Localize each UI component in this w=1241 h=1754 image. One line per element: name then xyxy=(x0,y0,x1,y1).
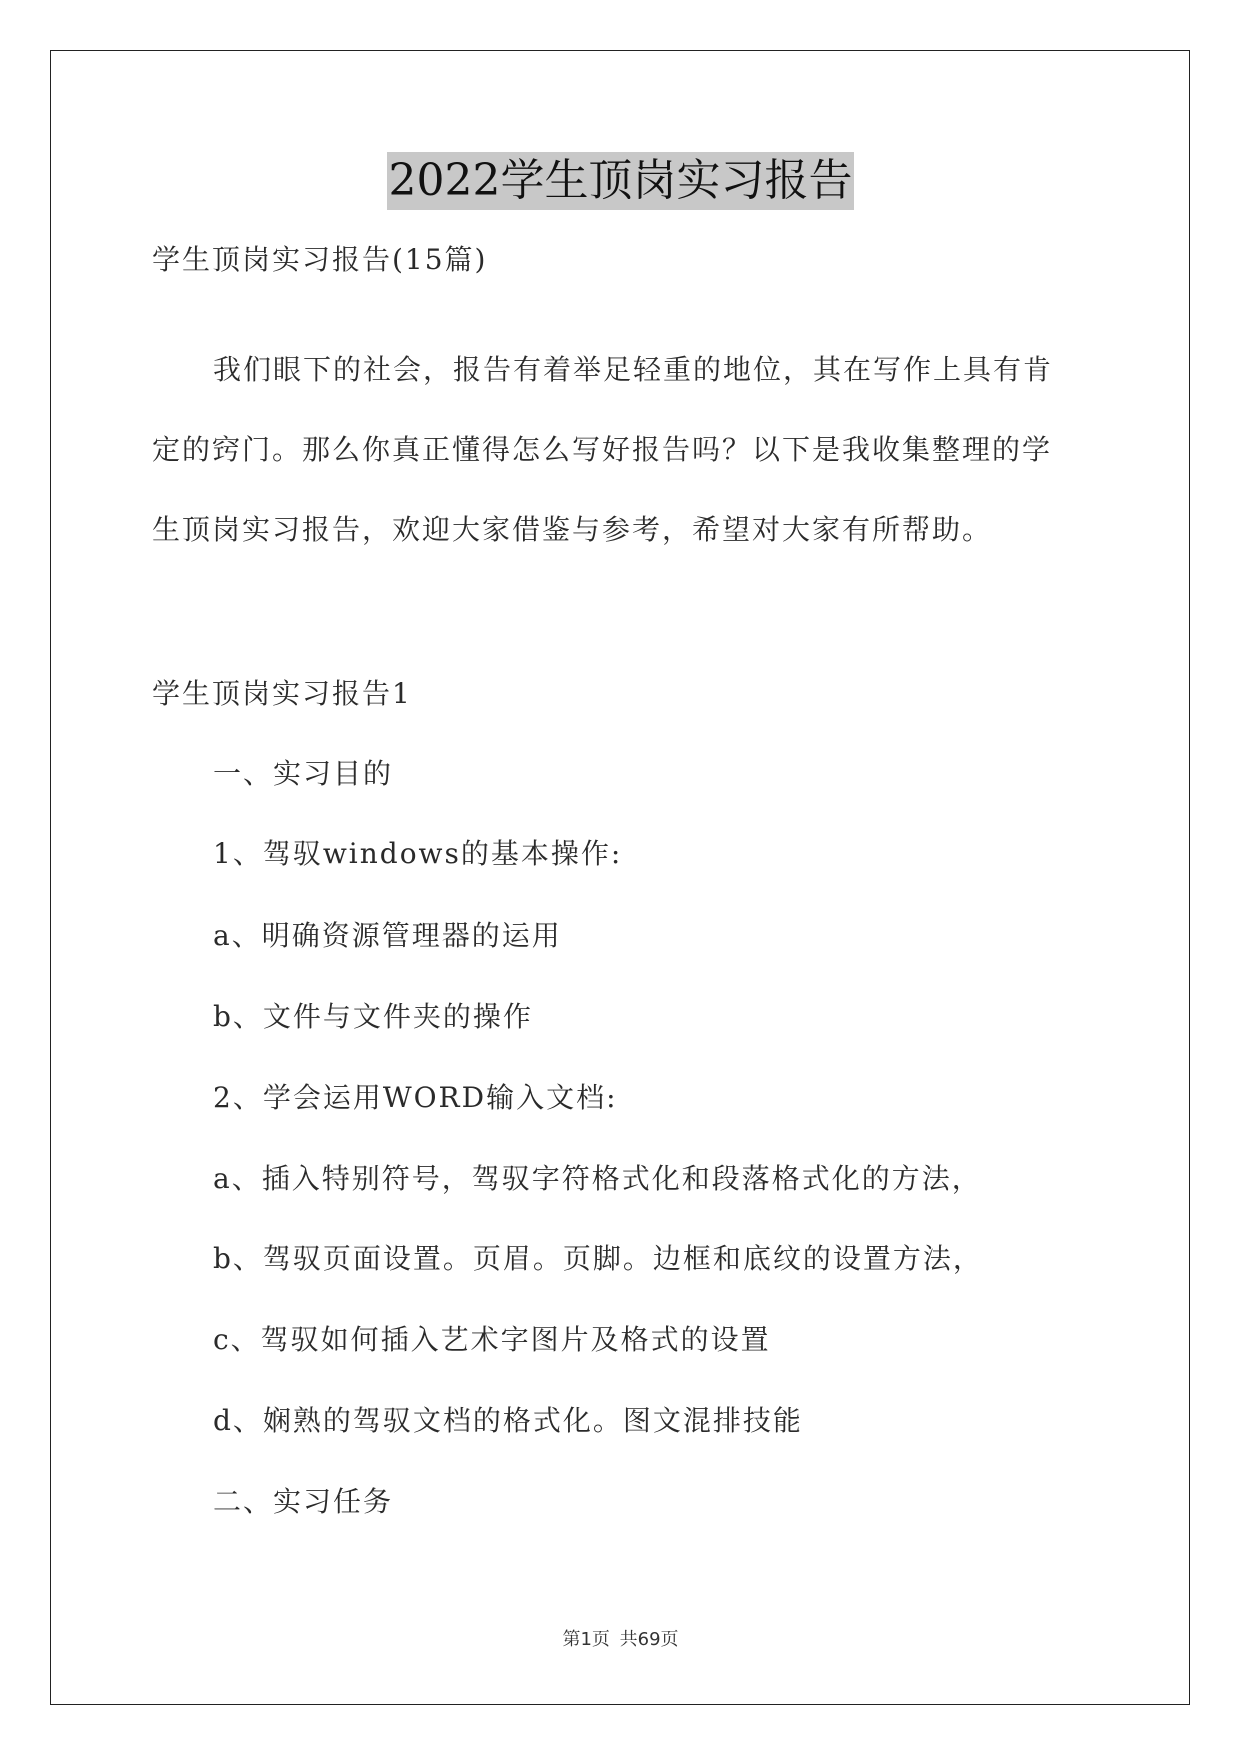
document-subtitle: 学生顶岗实习报告(15篇) xyxy=(152,243,488,276)
section-title: 学生顶岗实习报告1 xyxy=(152,677,412,710)
body-line-1: 一、实习目的 xyxy=(213,757,394,790)
page-footer xyxy=(0,1625,1241,1651)
body-line-6: a、插入特别符号，驾驭字符格式化和段落格式化的方法， xyxy=(213,1162,982,1195)
body-line-8: c、驾驭如何插入艺术字图片及格式的设置 xyxy=(213,1323,771,1356)
body-line-10: 二、实习任务 xyxy=(213,1485,394,1518)
body-line-2: 1、驾驭windows的基本操作: xyxy=(213,837,623,870)
body-line-9: d、娴熟的驾驭文档的格式化。图文混排技能 xyxy=(213,1404,803,1437)
intro-line-3: 生顶岗实习报告，欢迎大家借鉴与参考，希望对大家有所帮助。 xyxy=(152,513,993,546)
title-wrap xyxy=(0,152,1241,210)
body-line-3: a、明确资源管理器的运用 xyxy=(213,919,562,952)
body-line-7: b、驾驭页面设置。页眉。页脚。边框和底纹的设置方法， xyxy=(213,1242,983,1275)
page-number: 第1页 xyxy=(562,1629,610,1650)
document-title: 2022学生顶岗实习报告 xyxy=(387,152,855,210)
intro-line-1: 我们眼下的社会，报告有着举足轻重的地位，其在写作上具有肯 xyxy=(213,353,1054,386)
body-line-4: b、文件与文件夹的操作 xyxy=(213,1000,533,1033)
page-border xyxy=(50,50,1190,1705)
intro-line-2: 定的窍门。那么你真正懂得怎么写好报告吗？以下是我收集整理的学 xyxy=(152,433,1053,466)
body-line-5: 2、学会运用WORD输入文档: xyxy=(213,1081,618,1114)
page-total: 共69页 xyxy=(619,1629,679,1650)
